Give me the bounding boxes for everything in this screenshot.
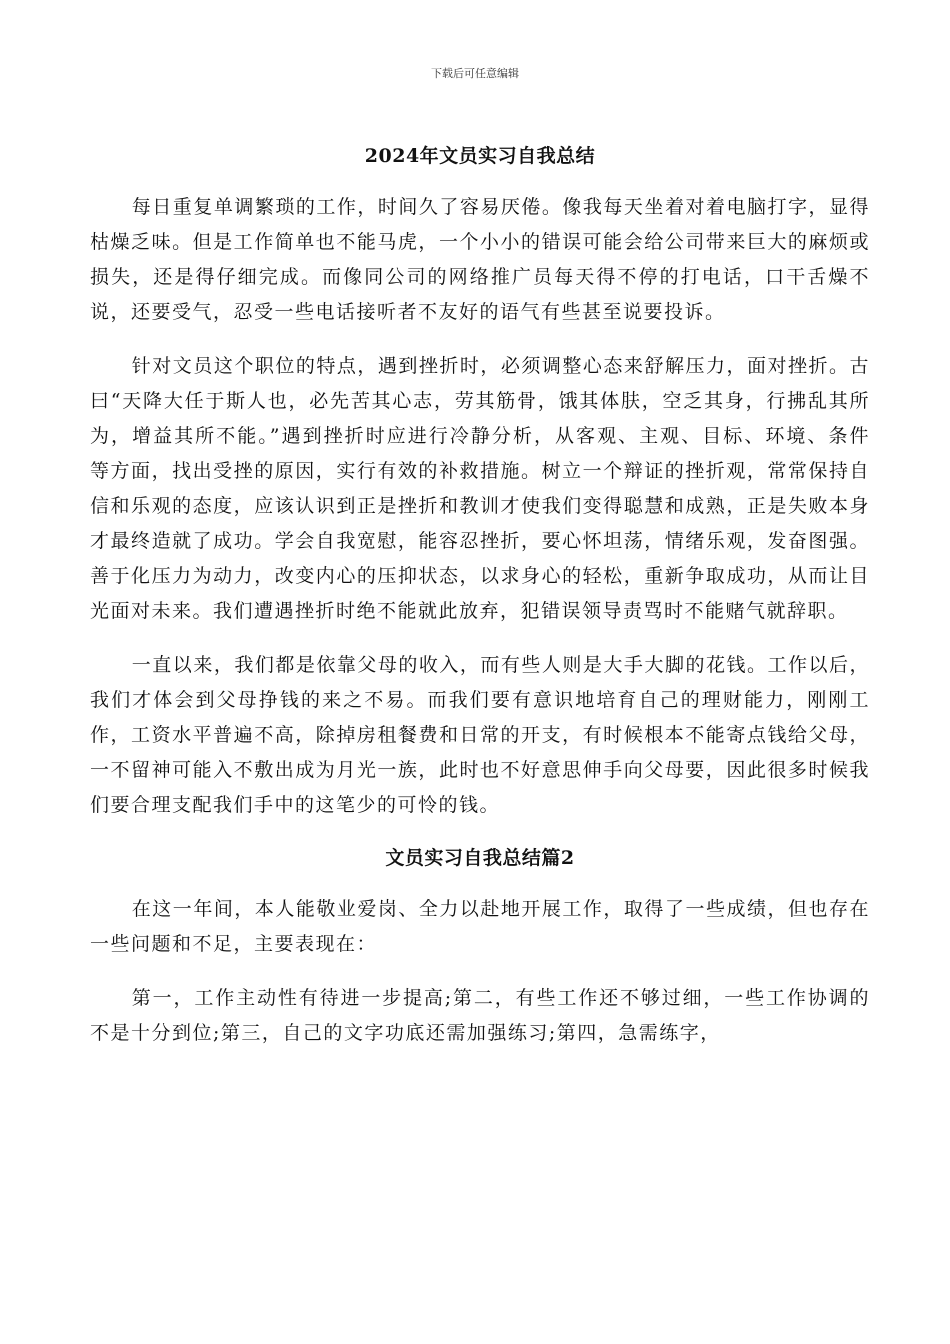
paragraph: 每日重复单调繁琐的工作，时间久了容易厌倦。像我每天坐着对着电脑打字，显得枯燥乏味。但是工作简单也不能马虎，一个小小的错误可能会给公司带来巨大的麻烦或损失，还是得仔细完成。而像同公司的网络推广员每天得不停的打电话，口干舌燥不说，还要受气，忍受一些电话接听者不友好的语气有些甚至说要投诉。 [90,196,870,323]
document-body [90,140,870,1070]
paragraph: 针对文员这个职位的特点，遇到挫折时，必须调整心态来舒解压力，面对挫折。古曰“天降大任于斯人也，必先苦其心志，劳其筋骨，饿其体肤，空乏其身，行拂乱其所为，增益其所不能。”遇到挫折时应进行冷静分析，从客观、主观、目标、环境、条件等方面，找出受挫的原因，实行有效的补救措施。树立一个辩证的挫折观，常常保持自信和乐观的态度，应该认识到正是挫折和教训才使我们变得聪慧和成熟，正是失败本身才最终造就了成功。学会自我宽慰，能容忍挫折，要心怀坦荡，情绪乐观，发奋图强。善于化压力为动力，改变内心的压抑状态，以求身心的轻松，重新争取成功，从而让目光面对未来。我们遭遇挫折时绝不能就此放弃，犯错误领导责骂时不能赌气就辞职。 [90,355,870,622]
section-title: 文员实习自我总结篇2 [385,847,575,869]
paragraph: 第一，工作主动性有待进一步提高;第二，有些工作还不够过细，一些工作协调的不是十分到位;第三，自己的文字功底还需加强练习;第四，急需练字， [90,987,870,1044]
paragraph: 一直以来，我们都是依靠父母的收入，而有些人则是大手大脚的花钱。工作以后，我们才体会到父母挣钱的来之不易。而我们要有意识地培育自己的理财能力，刚刚工作，工资水平普遍不高，除掉房租餐费和日常的开支，有时候根本不能寄点钱给父母，一不留神可能入不敷出成为月光一族，此时也不好意思伸手向父母要，因此很多时候我们要合理支配我们手中的这笔少的可怜的钱。 [90,654,870,816]
document-title: 2024年文员实习自我总结 [364,145,596,167]
paragraph: 在这一年间，本人能敬业爱岗、全力以赴地开展工作，取得了一些成绩，但也存在一些问题和不足，主要表现在： [90,898,870,955]
page-header: 下载后可任意编辑 [431,67,519,80]
